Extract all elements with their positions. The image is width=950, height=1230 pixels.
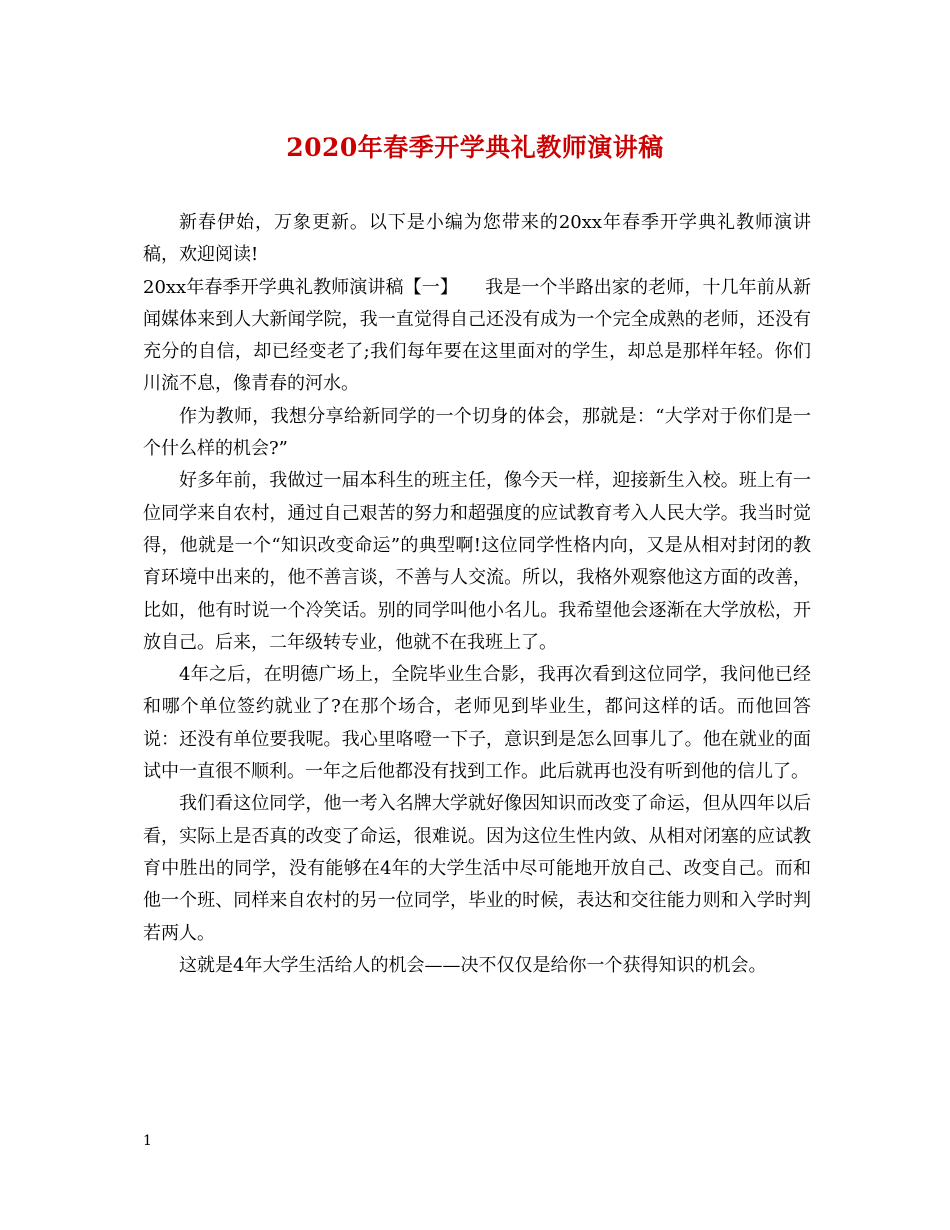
document-body (143, 207, 811, 982)
paragraph-reflection: 我们看这位同学，他一考入名牌大学就好像因知识而改变了命运，但从四年以后看，实际上是否真的改变了命运，很难说。因为这位生性内敛、从相对闭塞的应试教育中胜出的同学，没有能够在4年的大学生活中尽可能地开放自己、改变自己。而和他一个班、同样来自农村的另一位同学，毕业的时候，表达和交往能力则和入学时判若两人。 (143, 793, 811, 944)
paragraph-graduation: 4年之后，在明德广场上，全院毕业生合影，我再次看到这位同学，我问他已经和哪个单位签约就业了?在那个场合，老师见到毕业生，都问这样的话。而他回答说：还没有单位要我呢。我心里咯噔一下子，意识到是怎么回事儿了。他在就业的面试中一直很不顺利。一年之后他都没有找到工作。此后就再也没有听到他的信儿了。 (143, 664, 811, 783)
paragraph-student-story: 好多年前，我做过一届本科生的班主任，像今天一样，迎接新生入校。班上有一位同学来自农村，通过自己艰苦的努力和超强度的应试教育考入人民大学。我当时觉得，他就是一个“知识改变命运”的典型啊!这位同学性格内向，又是从相对封闭的教育环境中出来的，他不善言谈，不善与人交流。所以，我格外观察他这方面的改善，比如，他有时说一个冷笑话。别的同学叫他小名儿。我希望他会逐渐在大学放松，开放自己。后来，二年级转专业，他就不在我班上了。 (143, 470, 811, 653)
paragraph-question: 作为教师，我想分享给新同学的一个切身的体会，那就是：“大学对于你们是一个什么样的机会?” (143, 405, 811, 460)
paragraph-conclusion: 这就是4年大学生活给人的机会——决不仅仅是给你一个获得知识的机会。 (179, 954, 767, 976)
paragraph-intro: 新春伊始，万象更新。以下是小编为您带来的20xx年春季开学典礼教师演讲稿，欢迎阅读! (143, 212, 811, 266)
paragraph-speech-heading: 20xx年春季开学典礼教师演讲稿【一】 我是一个半路出家的老师，十几年前从新闻媒体来到人大新闻学院，我一直觉得自己还没有成为一个完全成熟的老师，还没有充分的自信，却已经变老了;我们每年要在这里面对的学生，却总是那样年轻。你们川流不息，像青春的河水。 (143, 276, 811, 395)
document-title: 2020年春季开学典礼教师演讲稿 (286, 133, 664, 162)
page-number: 1 (143, 1133, 152, 1149)
